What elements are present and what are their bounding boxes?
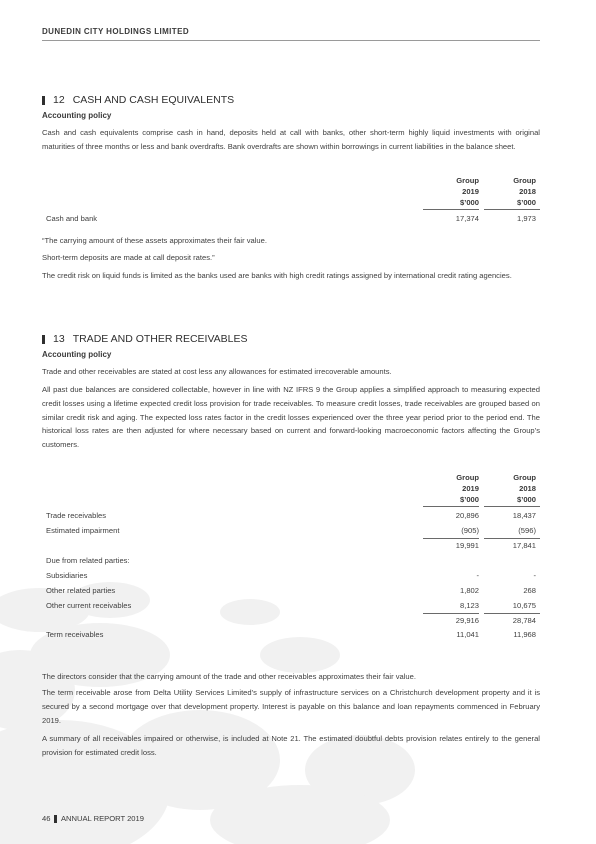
section-13-number: 13	[53, 333, 65, 345]
s12-row-2018: 1,973	[516, 214, 536, 223]
footer-label: ANNUAL REPORT 2019	[60, 814, 144, 823]
table-row-label: Other current receivables	[46, 601, 132, 610]
table-row-2019: (905)	[461, 526, 479, 535]
table-row-2018: 11,968	[513, 630, 536, 639]
table-row-label: Subsidiaries	[46, 571, 88, 580]
company-header: DUNEDIN CITY HOLDINGS LIMITED	[42, 27, 190, 36]
subtotal-rule-2019	[423, 538, 479, 539]
s13-para-1: The directors consider that the carrying amount of the trade and other receivables approximates their fair value.	[42, 672, 416, 681]
s13-col-2018: Group 2018 $’000	[513, 473, 536, 504]
section-13-policy-text-1: Trade and other receivables are stated at cost less any allowances for estimated irrecoverable amounts.	[42, 367, 392, 376]
table-row-2018: 268	[523, 586, 536, 595]
table-row-2018: -	[533, 571, 536, 580]
s12-note-1: “The carrying amount of these assets approximates their fair value.	[42, 236, 267, 245]
s13-col-2019: Group 2019 $’000	[456, 473, 479, 504]
s12-note-3: The credit risk on liquid funds is limited as the banks used are banks with high credit ratings assigned by international credit rating agencies.	[42, 271, 512, 280]
table-row-2018: 18,437	[512, 511, 536, 520]
s13-col-rule-2019	[423, 506, 479, 507]
table-row-label: Due from related parties:	[46, 556, 130, 565]
table-row-label: Other related parties	[46, 586, 116, 595]
section-13-policy-heading: Accounting policy	[42, 350, 112, 359]
section-12-heading: CASH AND CASH EQUIVALENTS	[72, 94, 235, 106]
table-row-2019: 29,916	[455, 616, 479, 625]
table-row-label: Trade receivables	[46, 511, 107, 520]
s13-para-3: A summary of all receivables impaired or otherwise, is included at Note 21. The estimated doubtful debts provision relates entirely to the general provision for estimated credit loss.	[42, 734, 540, 757]
section-13-heading: TRADE AND OTHER RECEIVABLES	[72, 333, 248, 345]
s12-col-2019: Group 2019 $’000	[456, 176, 479, 207]
subtotal-rule-2018	[484, 538, 540, 539]
s12-col-rule-2019	[423, 209, 479, 210]
table-row-2019: 20,896	[455, 511, 479, 520]
table-row-2019: 1,802	[459, 586, 479, 595]
s13-para-2: The term receivable arose from Delta Utility Services Limited’s supply of infrastructure services on a Christchurch development property and it is secured by a second mortgage over that development property. Interest is payable on this balance and loan repayments commenced in February 2019.	[42, 688, 540, 725]
page-footer	[42, 814, 144, 823]
section-marker-icon	[42, 335, 45, 344]
s12-col-2018: Group 2018 $’000	[513, 176, 536, 207]
table-row-2019: -	[476, 571, 479, 580]
table-row-2019: 8,123	[459, 601, 479, 610]
page-number: 46	[42, 814, 51, 823]
table-row-2019: 19,991	[455, 541, 479, 550]
section-13-title	[42, 333, 248, 345]
table-row-2019: 11,041	[456, 630, 479, 639]
header-rule	[42, 40, 540, 41]
table-row-2018: 10,675	[512, 601, 536, 610]
table-row-label: Estimated impairment	[46, 526, 120, 535]
section-13-policy-text-2: All past due balances are considered collectable, however in line with NZ IFRS 9 the Group applies a simplified approach to measuring expected credit losses using a lifetime expected credit loss provision for trade receivables. To measure credit losses, trade receivables are grouped based on similar credit risk and aging. The expected loss rates factor in the credit losses experienced over the three year period prior to the period end. The historical loss rates are then adjusted for where necessary based on current and forward-looking macroeconomic factors affecting the Group’s customers.	[42, 385, 540, 450]
table-row-2018: 17,841	[512, 541, 536, 550]
table-row-label: Term receivables	[46, 630, 104, 639]
s12-row-label: Cash and bank	[46, 214, 98, 223]
total-rule-2019	[423, 613, 479, 614]
footer-marker-icon	[54, 815, 57, 823]
s12-col-rule-2018	[484, 209, 540, 210]
section-marker-icon	[42, 96, 45, 105]
section-12-policy-text: Cash and cash equivalents comprise cash in hand, deposits held at call with banks, other short-term highly liquid investments with original maturities of three months or less and bank overdrafts. Bank overdrafts are shown within borrowings in current liabilities in the balance sheet.	[42, 128, 540, 151]
s13-col-rule-2018	[484, 506, 540, 507]
s12-row-2019: 17,374	[455, 214, 479, 223]
section-12-number: 12	[53, 94, 65, 106]
section-12-policy-heading: Accounting policy	[42, 111, 112, 120]
total-rule-2018	[484, 613, 540, 614]
table-row-2018: 28,784	[512, 616, 536, 625]
s12-note-2: Short-term deposits are made at call deposit rates.”	[42, 253, 215, 262]
table-row-2018: (596)	[518, 526, 536, 535]
section-12-title	[42, 94, 234, 106]
